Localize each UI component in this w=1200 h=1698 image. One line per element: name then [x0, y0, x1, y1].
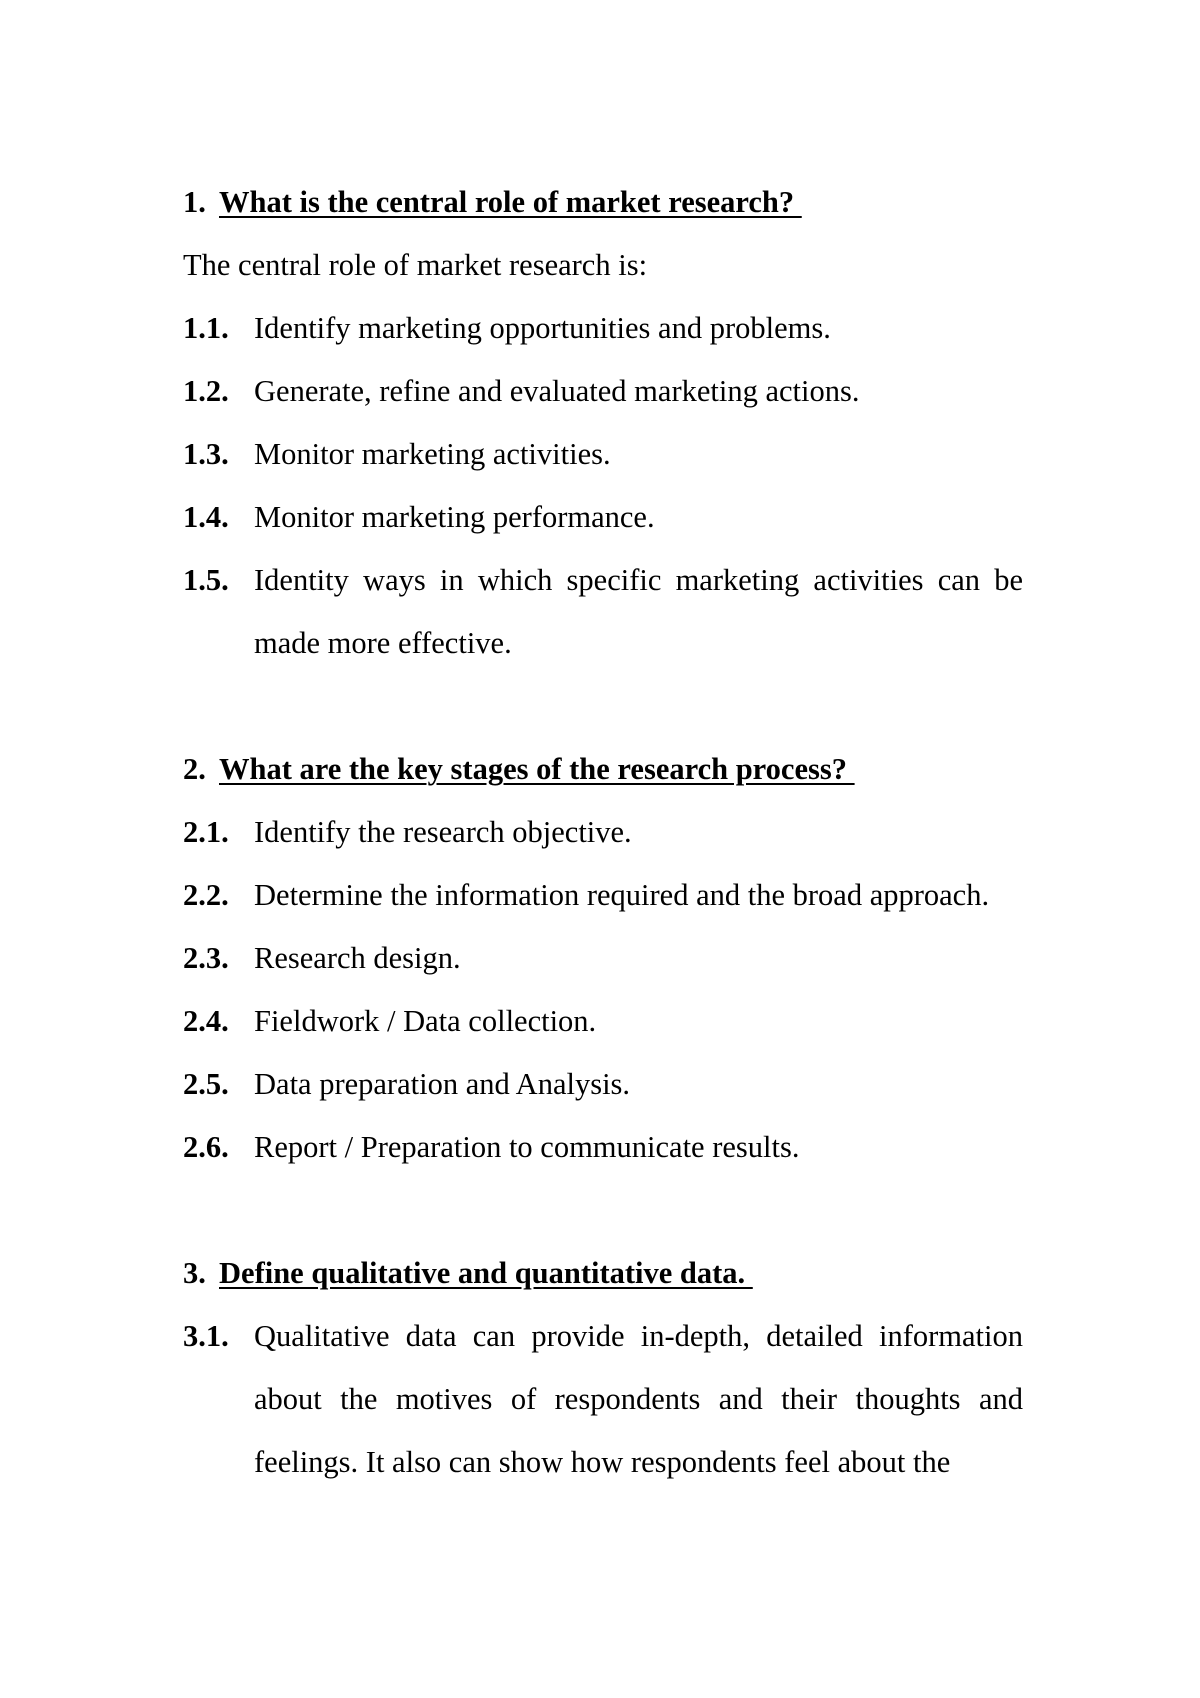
item-text: Research design.	[254, 941, 461, 975]
document-content	[183, 171, 1023, 1494]
item-number: 2.5.	[183, 1067, 229, 1101]
section-heading	[183, 171, 1023, 234]
section-heading	[183, 1242, 1023, 1305]
section-1	[183, 171, 1023, 675]
list-item	[183, 1116, 1023, 1179]
item-number: 2.3.	[183, 941, 229, 975]
item-text: Monitor marketing activities.	[254, 437, 611, 471]
item-text: Monitor marketing performance.	[254, 500, 655, 534]
list-item	[183, 423, 1023, 486]
list-item	[183, 486, 1023, 549]
list-item	[183, 1305, 1023, 1494]
list-item	[183, 990, 1023, 1053]
list-item	[183, 360, 1023, 423]
item-text: Fieldwork / Data collection.	[254, 1004, 597, 1038]
item-number: 1.2.	[183, 374, 229, 408]
list-item	[183, 549, 1023, 675]
item-number: 3.1.	[183, 1319, 229, 1353]
section-heading	[183, 738, 1023, 801]
section-number: 3.	[183, 1256, 206, 1290]
item-text: Identify marketing opportunities and problems.	[254, 311, 831, 345]
item-number: 2.4.	[183, 1004, 229, 1038]
section-title: What is the central role of market research?	[219, 185, 802, 219]
item-text: Identity ways in which specific marketing activities can be made more effective.	[254, 563, 1023, 660]
section-intro: The central role of market research is:	[183, 248, 648, 282]
item-number: 1.1.	[183, 311, 229, 345]
item-number: 1.3.	[183, 437, 229, 471]
section-title: What are the key stages of the research process?	[219, 752, 855, 786]
list-item	[183, 927, 1023, 990]
item-number: 1.5.	[183, 563, 229, 597]
section-2	[183, 738, 1023, 1179]
section-title: Define qualitative and quantitative data.	[219, 1256, 753, 1290]
list-item	[183, 297, 1023, 360]
list-item	[183, 1053, 1023, 1116]
item-number: 1.4.	[183, 500, 229, 534]
item-number: 2.6.	[183, 1130, 229, 1164]
list-item	[183, 801, 1023, 864]
list-item	[183, 864, 1023, 927]
section-3	[183, 1242, 1023, 1494]
item-number: 2.1.	[183, 815, 229, 849]
section-number: 2.	[183, 752, 206, 786]
item-text: Determine the information required and the broad approach.	[254, 878, 990, 912]
item-number: 2.2.	[183, 878, 229, 912]
item-text: Identify the research objective.	[254, 815, 632, 849]
section-number: 1.	[183, 185, 206, 219]
item-text: Qualitative data can provide in-depth, detailed information about the motives of respondents and their thoughts and feelings. It also can show how respondents feel about the	[254, 1319, 1023, 1479]
item-text: Data preparation and Analysis.	[254, 1067, 631, 1101]
item-text: Report / Preparation to communicate results.	[254, 1130, 800, 1164]
item-text: Generate, refine and evaluated marketing actions.	[254, 374, 860, 408]
